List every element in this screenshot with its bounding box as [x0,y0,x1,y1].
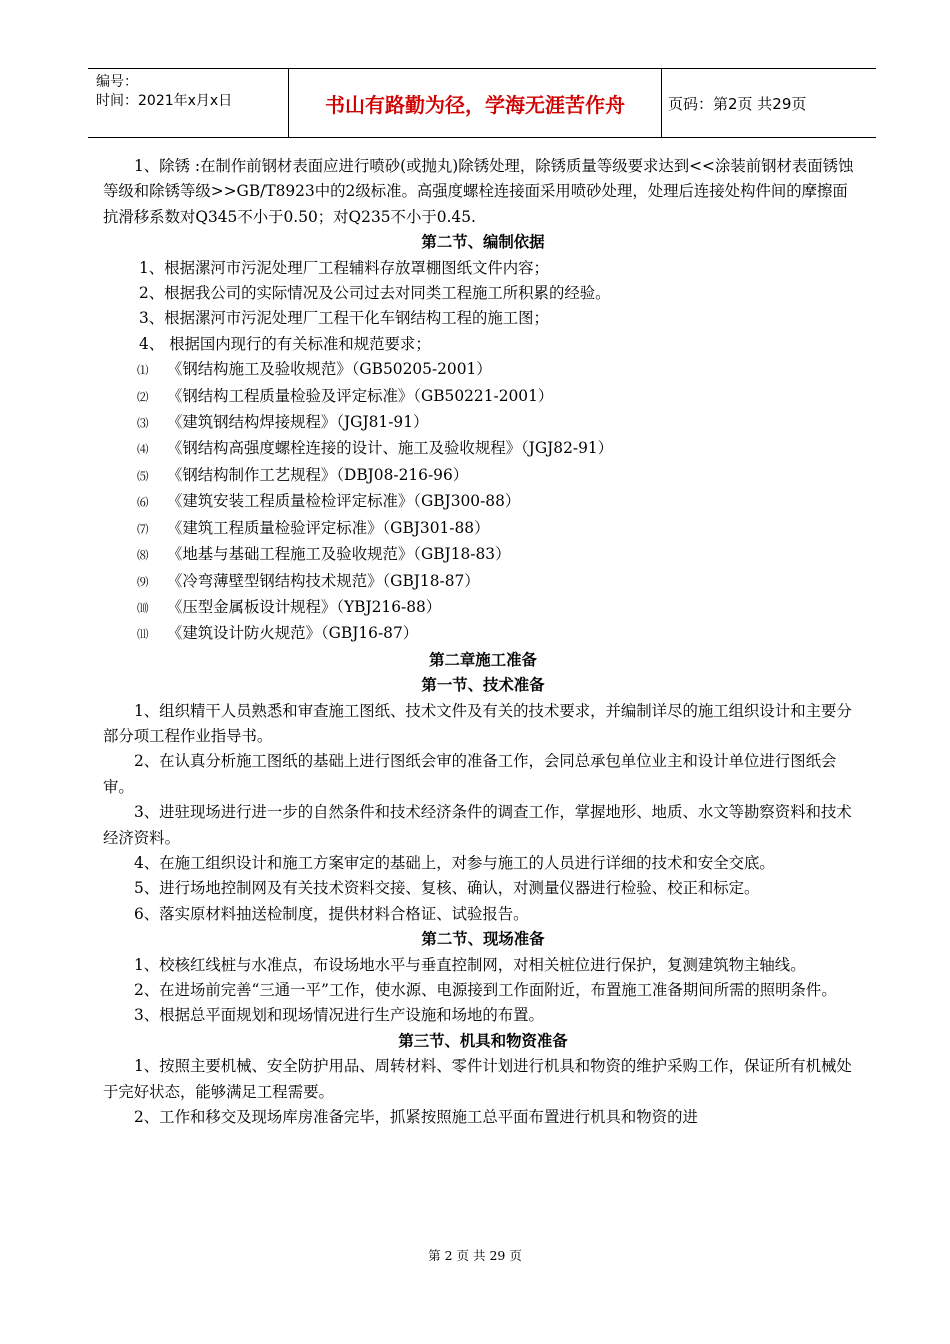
reference-item [103,357,863,383]
site-item: 2、在进场前完善“三通一平”工作，使水源、电源接到工作面附近，布置施工准备期间所需的照明条件。 [134,981,837,999]
document-number-label: 编号： [96,74,138,90]
section-heading-equipment: 第三节、机具和物资准备 [398,1031,568,1050]
reference-title: 《建筑钢结构焊接规程》（JGJ81-91） [167,413,429,432]
basis-item: 4、 根据国内现行的有关标准和规范要求； [139,334,431,353]
reference-title: 《地基与基础工程施工及验收规范》（GBJ18-83） [167,545,511,564]
reference-number: ⑵ [137,389,149,404]
reference-number: ⑴ [137,363,149,378]
reference-title: 《建筑工程质量检验评定标准》（GBJ301-88） [167,518,490,537]
section-heading-site: 第二节、现场准备 [421,930,545,949]
tech-item: 2、在认真分析施工图纸的基础上进行图纸会审的准备工作，会同总承包单位业主和设计单位进行图纸会审。 [103,752,837,796]
basis-item: 2、根据我公司的实际情况及公司过去对同类工程施工所积累的经验。 [139,284,611,303]
chapter-title: 第二章施工准备 [429,650,537,669]
document-date: 时间：2021年x月x日 [96,93,233,109]
basis-item: 3、根据漯河市污泥处理厂工程干化车钢结构工程的施工图； [139,309,549,328]
reference-number: ⑷ [137,442,149,457]
document-body [103,154,863,1130]
reference-item [103,569,863,595]
header-motto: 书山有路勤为径，学海无涯苦作舟 [288,69,662,137]
reference-number: ⑶ [137,416,149,431]
site-item: 3、根据总平面规划和现场情况进行生产设施和场地的布置。 [134,1006,544,1025]
reference-item [103,384,863,410]
equipment-item: 1、按照主要机械、安全防护用品、周转材料、零件计划进行机具和物资的维护采购工作，保证所有机械处于完好状态，能够满足工程需要。 [103,1057,852,1101]
reference-item [103,489,863,515]
reference-number: ⑼ [137,574,149,589]
tech-item: 1、组织精干人员熟悉和审查施工图纸、技术文件及有关的技术要求，并编制详尽的施工组织设计和主要分部分项工程作业指导书。 [103,701,852,745]
reference-item [103,595,863,621]
reference-title: 《钢结构工程质量检验及评定标准》（GB50221-2001） [167,386,554,405]
reference-number: ⑹ [137,495,149,510]
tech-item: 4、在施工组织设计和施工方案审定的基础上，对参与施工的人员进行详细的技术和安全交底。 [134,853,775,872]
equipment-item: 2、工作和移交及现场库房准备完毕，抓紧按照施工总平面布置进行机具和物资的进 [134,1108,698,1127]
reference-title: 《钢结构制作工艺规程》（DBJ08-216-96） [167,465,469,484]
tech-item: 6、落实原材料抽送检制度，提供材料合格证、试验报告。 [134,904,529,923]
site-item: 1、校核红线桩与水准点，布设场地水平与垂直控制网，对相关桩位进行保护，复测建筑物主轴线。 [134,955,806,974]
reference-item [103,542,863,568]
reference-number: ⑺ [137,521,149,536]
tech-item: 3、进驻现场进行进一步的自然条件和技术经济条件的调查工作，掌握地形、地质、水文等勘察资料和技术经济资料。 [103,803,852,847]
reference-number: ⑻ [137,548,149,563]
reference-item [103,436,863,462]
header-meta [88,69,288,137]
page-header [88,68,876,138]
reference-title: 《冷弯薄壁型钢结构技术规范》（GBJ18-87） [167,571,480,590]
reference-item [103,463,863,489]
section-heading-basis: 第二节、编制依据 [421,233,545,252]
page-indicator: 页码：第2页 共29页 [668,94,807,113]
reference-number: ⑸ [137,468,149,483]
reference-title: 《压型金属板设计规程》（YBJ216-88） [167,597,442,616]
intro-paragraph: 1、除锈 :在制作前钢材表面应进行喷砂(或抛丸)除锈处理，除锈质量等级要求达到<<涂装前钢材表面锈蚀等级和除锈等级>>GB/T8923中的2级标准。高强度螺栓连接面采用喷砂处理，处理后连接处构件间的摩擦面抗滑移系数对Q345不小于0.50；对Q235不小于0.45. [103,157,854,226]
reference-number: ⑽ [137,600,149,615]
page-footer: 第 2 页 共 29 页 [428,1248,522,1263]
tech-item: 5、进行场地控制网及有关技术资料交接、复核、确认，对测量仪器进行检验、校正和标定。 [134,879,760,898]
reference-title: 《建筑设计防火规范》（GBJ16-87） [167,624,419,643]
reference-number: ⑾ [137,627,149,642]
reference-item [103,621,863,647]
section-heading-tech: 第一节、技术准备 [421,676,545,695]
basis-item: 1、根据漯河市污泥处理厂工程辅料存放罩棚图纸文件内容； [139,258,549,277]
reference-title: 《钢结构施工及验收规范》（GB50205-2001） [167,360,492,379]
reference-title: 《建筑安装工程质量检检评定标准》（GBJ300-88） [167,492,521,511]
reference-item [103,410,863,436]
reference-title: 《钢结构高强度螺栓连接的设计、施工及验收规程》（JGJ82-91） [167,439,614,458]
reference-item [103,516,863,542]
